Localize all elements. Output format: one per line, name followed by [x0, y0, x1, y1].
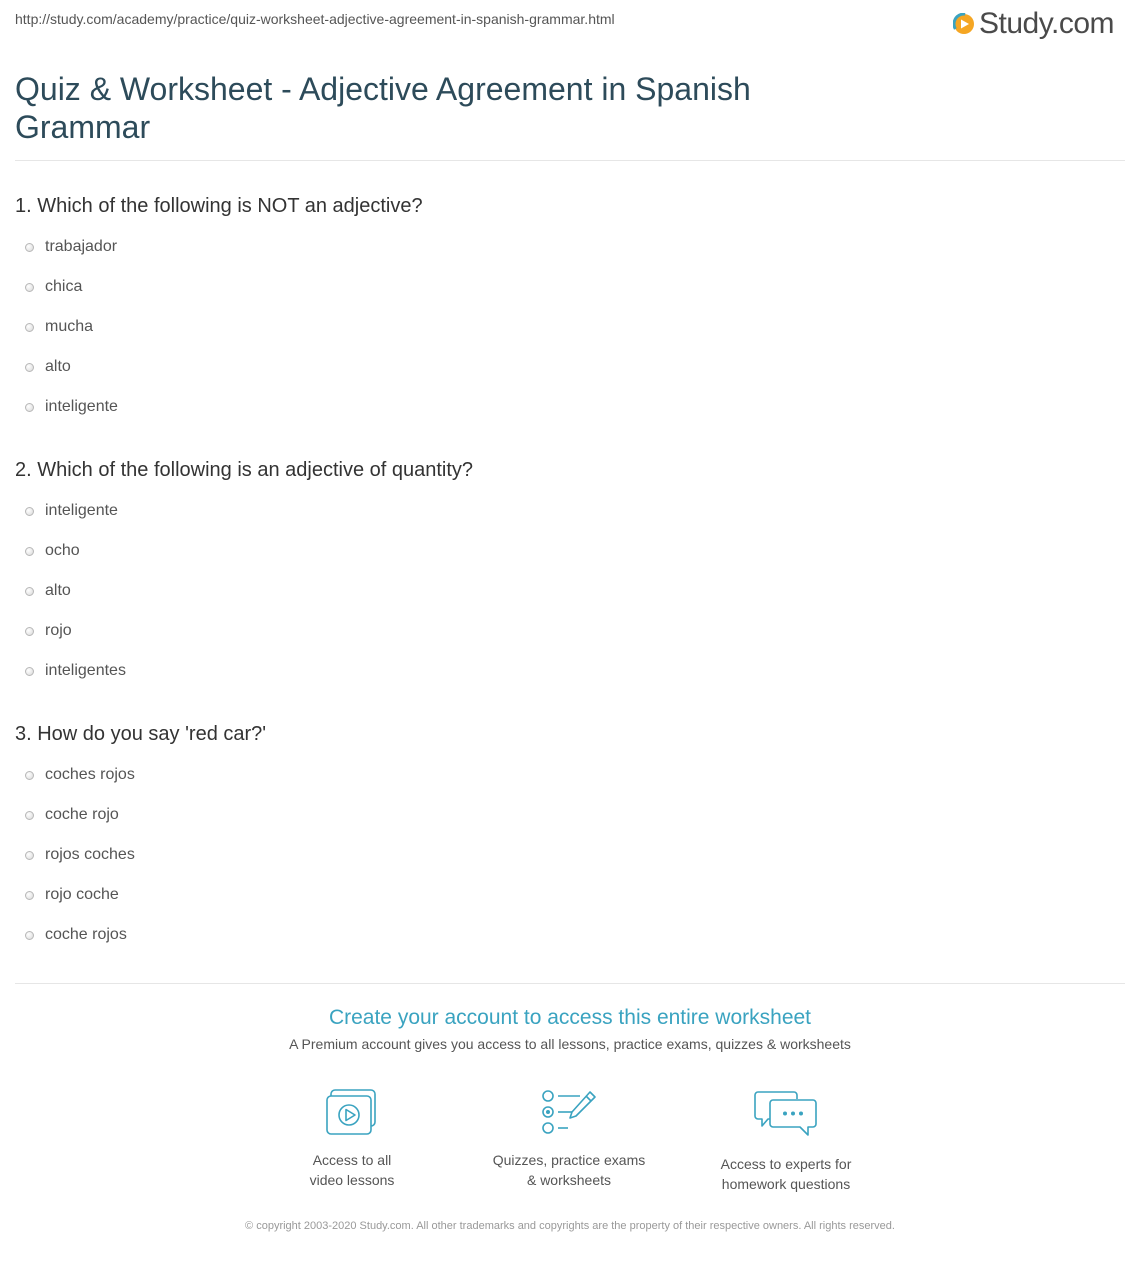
answer-label: rojos coches	[45, 846, 135, 863]
feature-label: Access to all video lessons	[309, 1152, 395, 1188]
page-title: Quiz & Worksheet - Adjective Agreement in Spanish Grammar	[15, 71, 751, 145]
answer-option[interactable]	[15, 275, 82, 299]
radio-button[interactable]	[25, 931, 34, 940]
radio-button[interactable]	[25, 667, 34, 676]
radio-button[interactable]	[25, 507, 34, 516]
answer-label: inteligente	[45, 398, 118, 415]
radio-button[interactable]	[25, 323, 34, 332]
answer-option[interactable]	[15, 619, 72, 643]
answer-option[interactable]	[15, 763, 135, 787]
answer-option[interactable]	[15, 843, 135, 867]
feature-label: Quizzes, practice exams & worksheets	[492, 1152, 646, 1188]
answer-option[interactable]	[15, 499, 118, 523]
create-account-link[interactable]: Create your account to access this entire worksheet	[328, 1006, 812, 1029]
feature-quizzes	[479, 1088, 659, 1190]
cta-subtitle: A Premium account gives you access to all lessons, practice exams, quizzes & worksheets	[289, 1036, 851, 1052]
answer-option[interactable]	[15, 539, 80, 563]
chat-experts-icon	[754, 1088, 818, 1140]
answer-option[interactable]	[15, 923, 127, 947]
quiz-checklist-icon	[540, 1088, 598, 1136]
radio-button[interactable]	[25, 587, 34, 596]
radio-button[interactable]	[25, 891, 34, 900]
divider	[15, 983, 1125, 984]
question-1	[15, 193, 1115, 415]
answer-label: coches rojos	[45, 766, 135, 783]
feature-label: Access to experts for homework questions	[720, 1156, 852, 1192]
copyright-text: © copyright 2003-2020 Study.com. All other trademarks and copyrights are the property of their respective owners. All rights reserved.	[245, 1220, 895, 1232]
question-text: 1. Which of the following is NOT an adjective?	[15, 195, 423, 217]
answer-option[interactable]	[15, 659, 126, 683]
answer-option[interactable]	[15, 803, 119, 827]
radio-button[interactable]	[25, 403, 34, 412]
question-text: 2. Which of the following is an adjective of quantity?	[15, 459, 474, 481]
feature-experts	[696, 1088, 876, 1194]
radio-button[interactable]	[25, 547, 34, 556]
copyright-footer	[0, 1216, 1140, 1235]
radio-button[interactable]	[25, 771, 34, 780]
answer-label: rojo coche	[45, 886, 119, 903]
question-2	[15, 457, 1115, 679]
play-logo-icon	[953, 13, 975, 35]
answer-label: coche rojo	[45, 806, 119, 823]
question-3	[15, 721, 1115, 943]
page-url: http://study.com/academy/practice/quiz-worksheet-adjective-agreement-in-spanish-grammar.html	[15, 11, 615, 27]
answer-label: trabajador	[45, 238, 118, 255]
answer-label: mucha	[45, 318, 94, 335]
answer-label: inteligentes	[45, 662, 126, 679]
radio-button[interactable]	[25, 243, 34, 252]
answer-option[interactable]	[15, 579, 71, 603]
answer-label: alto	[45, 582, 71, 599]
answer-label: inteligente	[45, 502, 118, 519]
radio-button[interactable]	[25, 627, 34, 636]
radio-button[interactable]	[25, 363, 34, 372]
feature-video-lessons	[262, 1088, 442, 1190]
video-lessons-icon	[325, 1088, 379, 1136]
divider	[15, 160, 1125, 161]
answer-label: chica	[45, 278, 83, 295]
answer-option[interactable]	[15, 235, 117, 259]
logo-text: Study.com	[979, 7, 1114, 40]
question-text: 3. How do you say 'red car?'	[15, 723, 267, 745]
answer-label: ocho	[45, 542, 80, 559]
answer-label: alto	[45, 358, 71, 375]
radio-button[interactable]	[25, 851, 34, 860]
study-logo[interactable]	[953, 6, 1114, 42]
radio-button[interactable]	[25, 811, 34, 820]
answer-option[interactable]	[15, 883, 119, 907]
radio-button[interactable]	[25, 283, 34, 292]
answer-option[interactable]	[15, 355, 71, 379]
answer-label: rojo	[45, 622, 72, 639]
answer-option[interactable]	[15, 315, 93, 339]
answer-option[interactable]	[15, 395, 118, 419]
answer-label: coche rojos	[45, 926, 127, 943]
